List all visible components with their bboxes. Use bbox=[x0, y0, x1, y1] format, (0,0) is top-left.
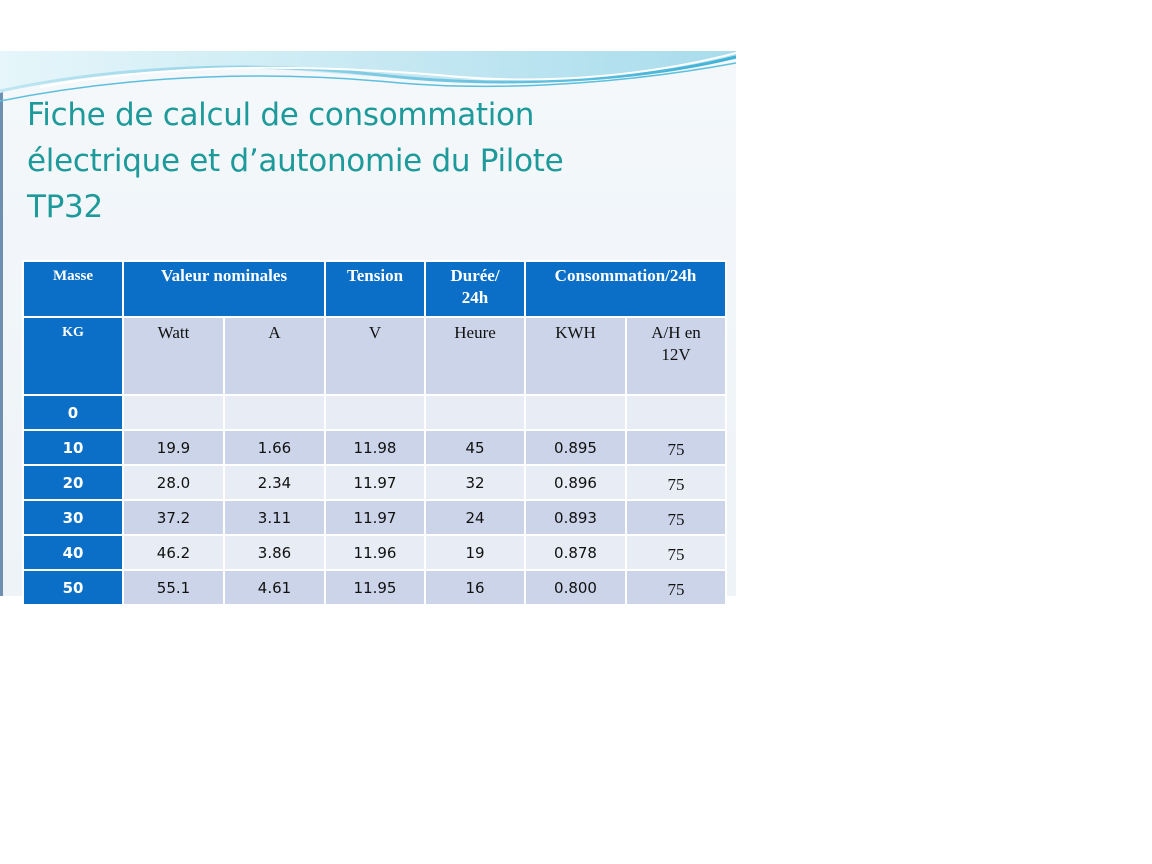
cell-v: 11.96 bbox=[325, 535, 425, 570]
cell-v: 11.98 bbox=[325, 430, 425, 465]
cell-watt: 46.2 bbox=[123, 535, 224, 570]
cell-a: 1.66 bbox=[224, 430, 325, 465]
cell-heure: 45 bbox=[425, 430, 525, 465]
cell-watt: 37.2 bbox=[123, 500, 224, 535]
title-line-3: TP32 bbox=[27, 189, 103, 225]
cell-v: 11.97 bbox=[325, 500, 425, 535]
table-row bbox=[23, 430, 726, 465]
cell-kg: 40 bbox=[23, 535, 123, 570]
cell-ah: 75 bbox=[626, 500, 726, 535]
unit-a: A bbox=[224, 317, 325, 395]
header-masse: Masse bbox=[23, 261, 123, 317]
consumption-table bbox=[22, 260, 727, 606]
table-row bbox=[23, 395, 726, 430]
cell-heure: 32 bbox=[425, 465, 525, 500]
cell-heure bbox=[425, 395, 525, 430]
cell-watt: 55.1 bbox=[123, 570, 224, 605]
table-header-row bbox=[23, 261, 726, 317]
cell-watt: 28.0 bbox=[123, 465, 224, 500]
cell-kwh: 0.893 bbox=[525, 500, 626, 535]
page-title bbox=[27, 92, 707, 230]
cell-kg: 20 bbox=[23, 465, 123, 500]
cell-heure: 19 bbox=[425, 535, 525, 570]
unit-v: V bbox=[325, 317, 425, 395]
cell-kg: 0 bbox=[23, 395, 123, 430]
cell-a: 3.11 bbox=[224, 500, 325, 535]
cell-a bbox=[224, 395, 325, 430]
cell-ah: 75 bbox=[626, 465, 726, 500]
header-duree bbox=[425, 261, 525, 317]
unit-heure: Heure bbox=[425, 317, 525, 395]
cell-kwh: 0.896 bbox=[525, 465, 626, 500]
cell-v: 11.97 bbox=[325, 465, 425, 500]
table-units-row bbox=[23, 317, 726, 395]
cell-kwh: 0.895 bbox=[525, 430, 626, 465]
cell-v: 11.95 bbox=[325, 570, 425, 605]
header-valeur-nominales: Valeur nominales bbox=[123, 261, 325, 317]
cell-ah: 75 bbox=[626, 430, 726, 465]
table-row bbox=[23, 500, 726, 535]
cell-a: 2.34 bbox=[224, 465, 325, 500]
title-line-2: électrique et d’autonomie du Pilote bbox=[27, 143, 564, 179]
cell-ah: 75 bbox=[626, 535, 726, 570]
cell-ah bbox=[626, 395, 726, 430]
cell-kwh: 0.800 bbox=[525, 570, 626, 605]
unit-kwh: KWH bbox=[525, 317, 626, 395]
table-row bbox=[23, 535, 726, 570]
cell-kg: 10 bbox=[23, 430, 123, 465]
cell-ah: 75 bbox=[626, 570, 726, 605]
header-duree-line-2: 24h bbox=[461, 288, 489, 307]
cell-watt bbox=[123, 395, 224, 430]
unit-ah-line-1: A/H en bbox=[651, 323, 701, 342]
header-tension: Tension bbox=[325, 261, 425, 317]
cell-heure: 16 bbox=[425, 570, 525, 605]
cell-kg: 30 bbox=[23, 500, 123, 535]
cell-watt: 19.9 bbox=[123, 430, 224, 465]
cell-kwh: 0.878 bbox=[525, 535, 626, 570]
table-row bbox=[23, 465, 726, 500]
cell-kg: 50 bbox=[23, 570, 123, 605]
header-duree-line-1: Durée/ bbox=[450, 266, 500, 285]
cell-kwh bbox=[525, 395, 626, 430]
unit-watt: Watt bbox=[123, 317, 224, 395]
cell-a: 4.61 bbox=[224, 570, 325, 605]
header-consommation: Consommation/24h bbox=[525, 261, 726, 317]
cell-v bbox=[325, 395, 425, 430]
unit-ah bbox=[626, 317, 726, 395]
unit-kg: KG bbox=[23, 317, 123, 395]
cell-a: 3.86 bbox=[224, 535, 325, 570]
slide-left-border bbox=[0, 51, 3, 596]
unit-ah-line-2: 12V bbox=[661, 345, 691, 364]
title-line-1: Fiche de calcul de consommation bbox=[27, 97, 535, 133]
cell-heure: 24 bbox=[425, 500, 525, 535]
table-row bbox=[23, 570, 726, 605]
